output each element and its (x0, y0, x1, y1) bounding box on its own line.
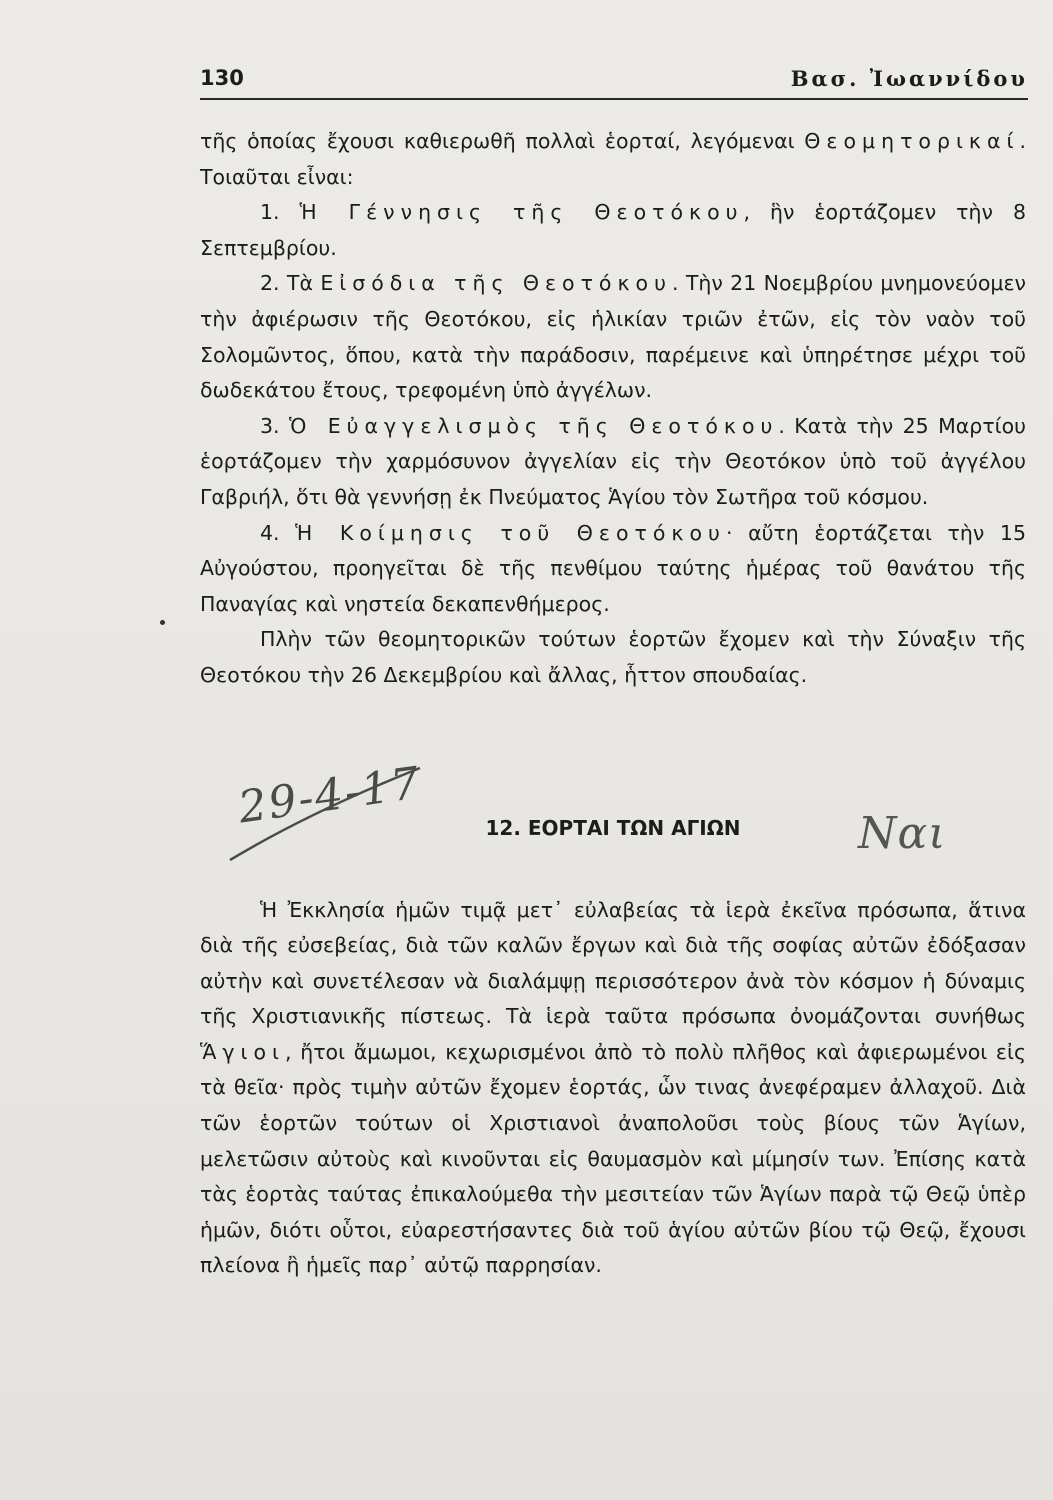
handwritten-note: Ναι (858, 808, 947, 859)
paragraph-item-3: 3. Ὁ Εὐαγγελισμὸς τῆς Θεοτόκου. Κατὰ τὴν 25 Μαρτίου ἑορτάζομεν τὴν χαρμόσυνον ἀγγελίαν εἰς τὴν Θεοτόκον ὑπὸ τοῦ ἀγγέλου Γαβριήλ, ὅτι θὰ γεννήσῃ ἐκ Πνεύματος Ἁγίου τὸν Σωτῆρα τοῦ κόσμου. (200, 413, 1027, 509)
page-header (200, 62, 1028, 100)
spaced-term: Ἡ Κοίμησις τοῦ Θεοτόκου (295, 520, 726, 545)
spaced-term: Ἅγιοι (200, 1039, 285, 1064)
section-theometorikai (200, 124, 1026, 694)
page-number: 130 (200, 66, 244, 90)
section-saints (200, 872, 1026, 1305)
paragraph-intro: τῆς ὁποίας ἔχουσι καθιερωθῆ πολλαὶ ἑορταί, λεγόμεναι Θεομητορικαί. Τοιαῦται εἶναι: (200, 129, 1026, 189)
paragraph-item-2: 2. Τὰ Εἰσόδια τῆς Θεοτόκου. Τὴν 21 Νοεμβρίου μνημονεύομεν τὴν ἀφιέρωσιν τῆς Θεοτόκου, εἰς ἡλικίαν τριῶν ἐτῶν, εἰς τὸν ναὸν τοῦ Σολομῶντος, ὅπου, κατὰ τὴν παράδοσιν, παρέμεινε καὶ ὑπηρέτησε μέχρι τοῦ δωδεκάτου ἔτους, τρεφομένη ὑπὸ ἀγγέλων. (200, 271, 1026, 403)
paragraph-saints: Ἡ Ἐκκλησία ἡμῶν τιμᾷ μετ᾽ εὐλαβείας τὰ ἱερὰ ἐκεῖνα πρόσωπα, ἅτινα διὰ τῆς εὐσεβείας, διὰ τῶν καλῶν ἔργων καὶ διὰ τῆς σοφίας αὐτῶν ἐδόξασαν αὐτὴν καὶ συνετέλεσαν νὰ διαλάμψῃ περισσότερον ἀνὰ τὸν κόσμον ἡ δύναμις τῆς Χριστιανικῆς πίστεως. Τὰ ἱερὰ ταῦτα πρόσωπα ὀνομάζονται συνήθως Ἅγιοι, ἤτοι ἄμωμοι, κεχωρισμένοι ἀπὸ τὸ πολὺ πλῆθος καὶ ἀφιερωμένοι εἰς τὰ θεῖα· πρὸς τιμὴν αὐτῶν ἔχομεν ἑορτάς, ὧν τινας ἀνεφέραμεν ἀλλαχοῦ. Διὰ τῶν ἑορτῶν τούτων οἱ Χριστιανοὶ ἀναπολοῦσι τοὺς βίους τῶν Ἁγίων, μελετῶσιν αὐτοὺς καὶ κινοῦνται εἰς θαυμασμὸν καὶ μίμησίν των. Ἐπίσης κατὰ τὰς ἑορτὰς ταύτας ἐπικαλούμεθα τὴν μεσιτείαν τῶν Ἁγίων παρὰ τῷ Θεῷ ὑπὲρ ἡμῶν, διότι οὗτοι, εὐαρεστήσαντες διὰ τοῦ ἁγίου αὐτῶν βίου τῷ Θεῷ, ἔχουσι πλείονα ἢ ἡμεῖς παρ᾽ αὐτῷ παρρησίαν. (200, 897, 1026, 1278)
spaced-term: Ἡ Γέννησις τῆς Θεοτόκου (299, 200, 744, 225)
section-heading: 12. ΕΟΡΤΑΙ ΤΩΝ ΑΓΙΩΝ (485, 816, 741, 840)
paragraph-other-feasts: Πλὴν τῶν θεομητορικῶν τούτων ἑορτῶν ἔχομεν καὶ τὴν Σύναξιν τῆς Θεοτόκου τὴν 26 Δεκεμβρίου καὶ ἄλλας, ἧττον σπουδαίας. (200, 627, 1026, 687)
paragraph-item-4: 4. Ἡ Κοίμησις τοῦ Θεοτόκου· αὔτη ἑορτάζεται τὴν 15 Αὐγούστου, προηγεῖται δὲ τῆς πενθίμου ταύτης ἡμέρας τοῦ θανάτου τῆς Παναγίας καὶ νηστεία δεκαπενθήμερος. (200, 520, 1026, 616)
margin-dot (160, 620, 165, 625)
spaced-term: Εἰσόδια τῆς Θεοτόκου (320, 271, 672, 296)
handwritten-date: 29-4-17 (235, 757, 425, 834)
spaced-term: Θεομητορικαί (804, 129, 1020, 153)
running-head: Βασ. Ἰωαννίδου (790, 66, 1028, 91)
paragraph-item-1: 1. Ἡ Γέννησις τῆς Θεοτόκου, ἣν ἑορτάζομεν τὴν 8 Σεπτεμβρίου. (200, 200, 1026, 260)
spaced-term: Ὁ Εὐαγγελισμὸς τῆς Θεοτόκου (288, 413, 779, 438)
